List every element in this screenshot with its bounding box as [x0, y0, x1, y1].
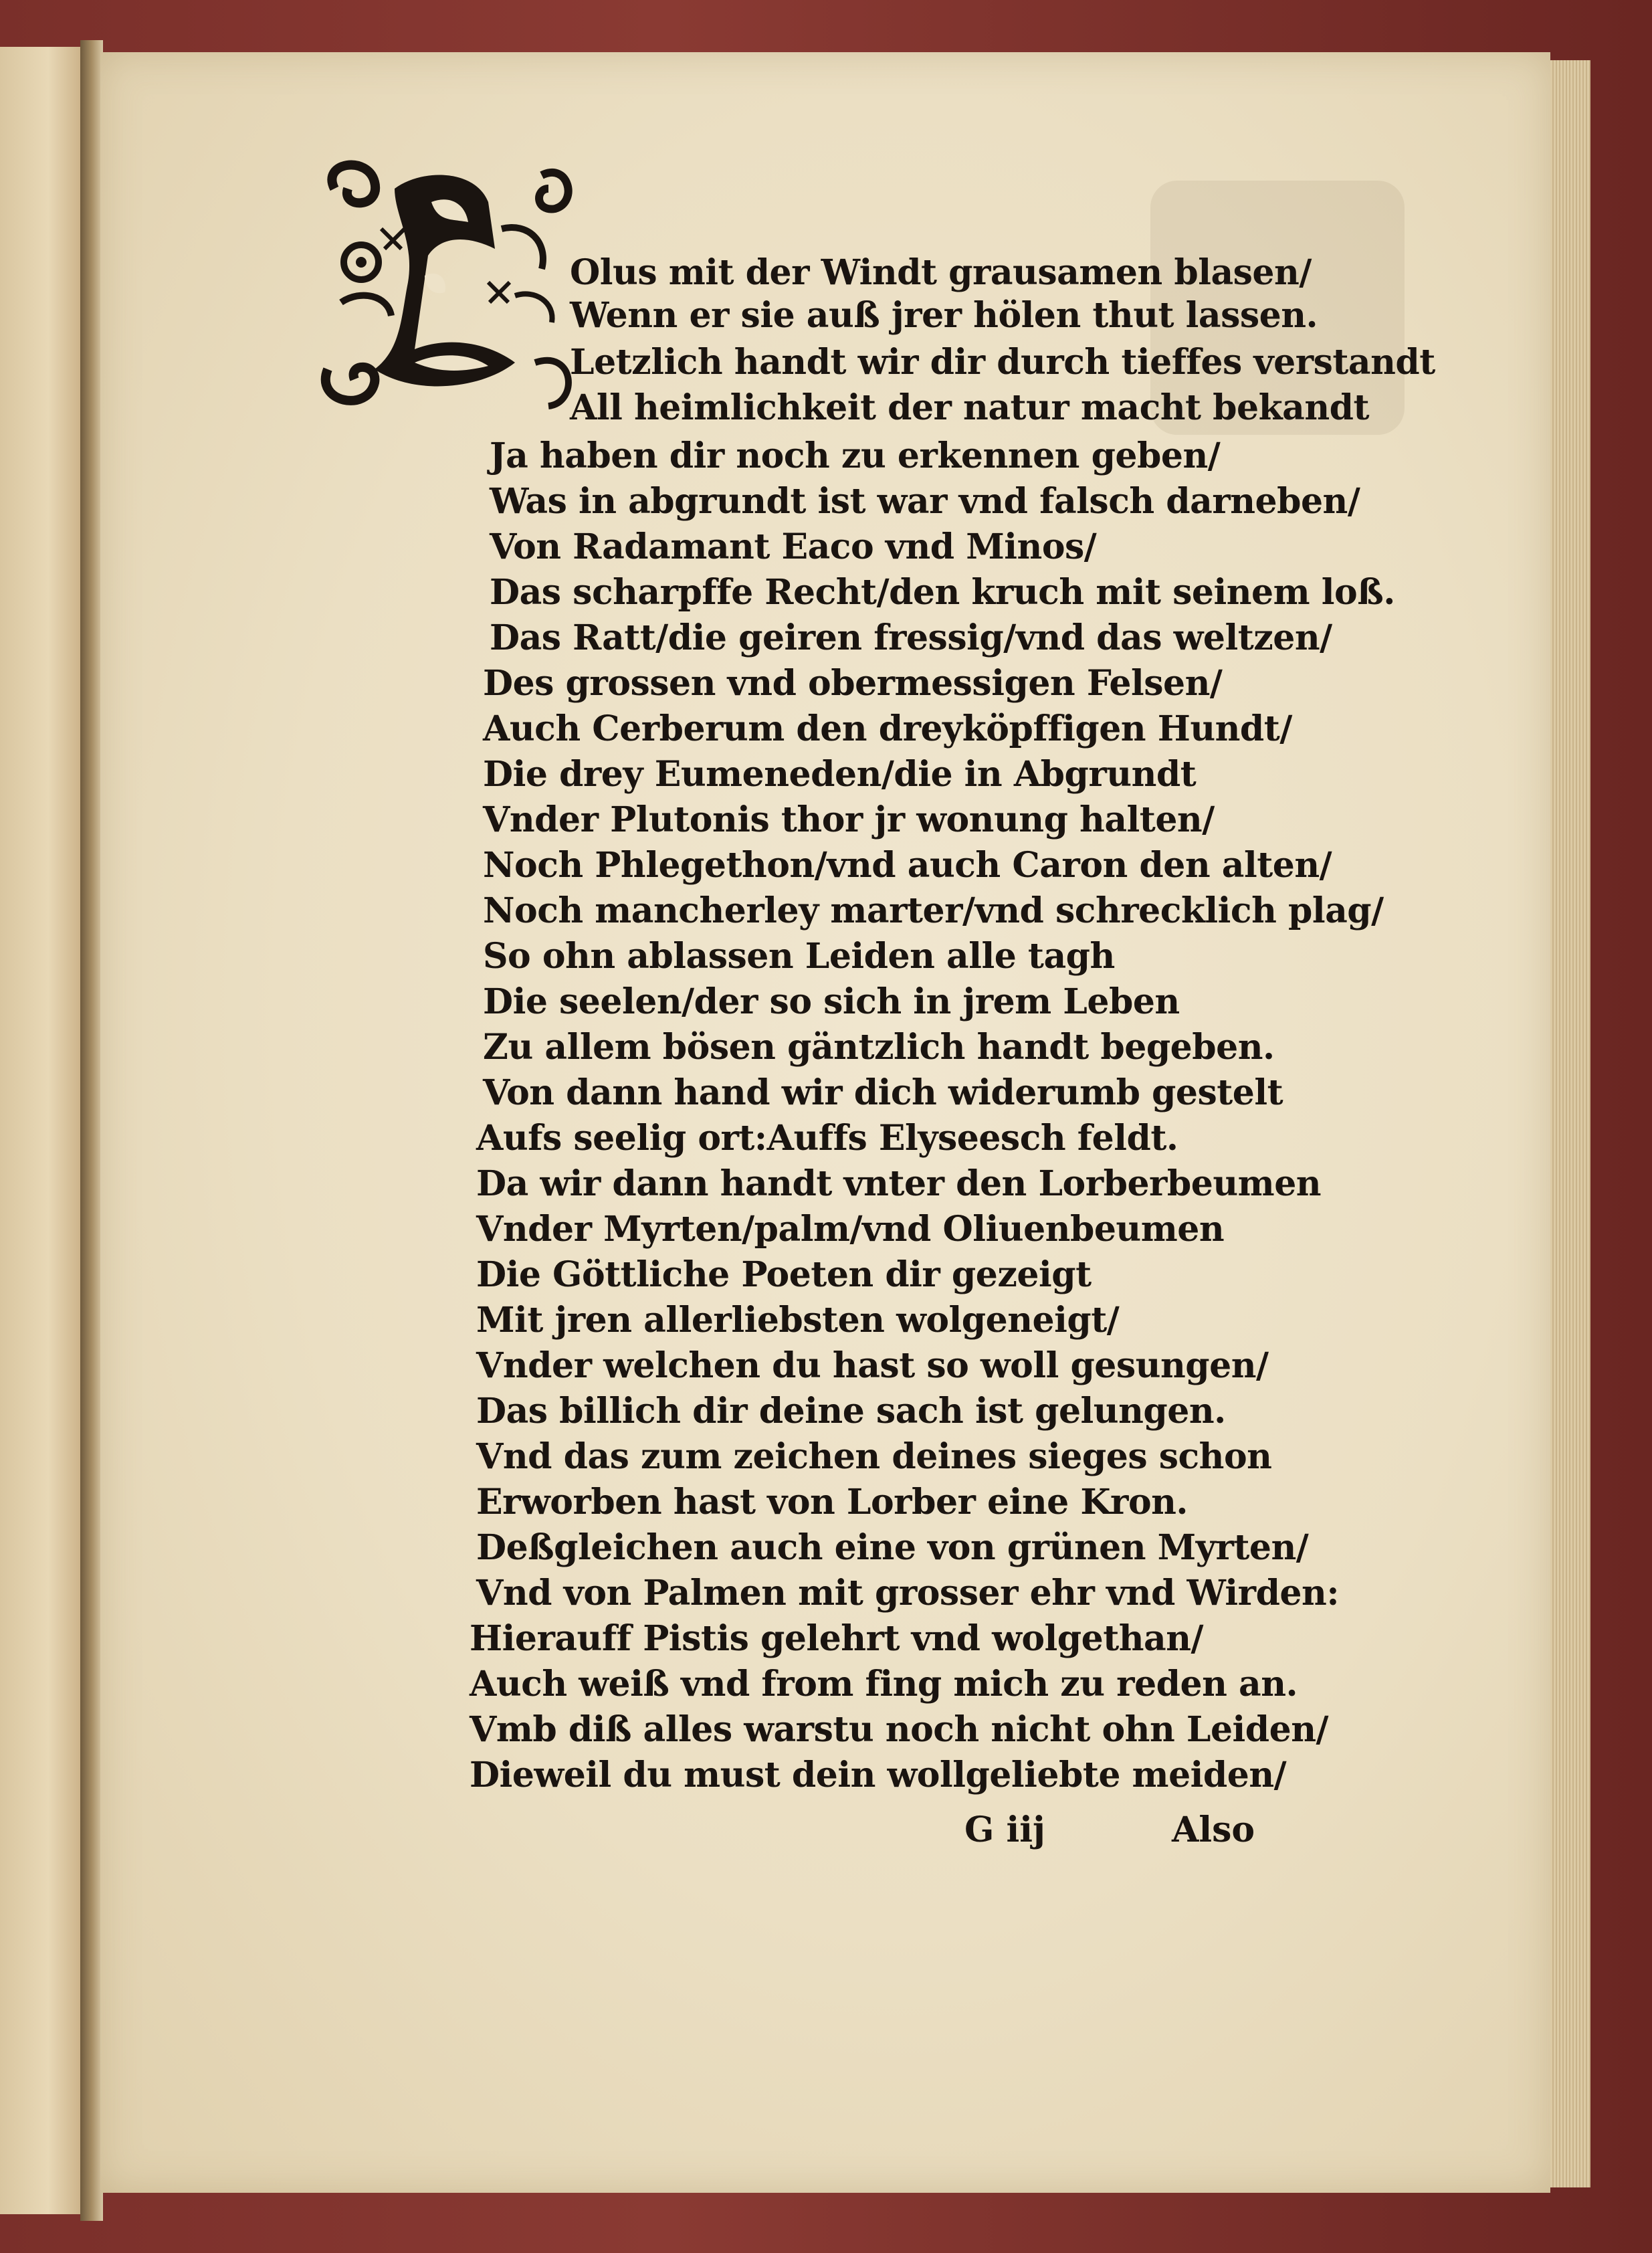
- poem-line: Aufs seelig ort:Auffs Elyseesch feldt.: [476, 1118, 1178, 1159]
- poem-line: Was in abgrundt ist war vnd falsch darneben/: [490, 481, 1360, 522]
- poem-line: Vnd das zum zeichen deines sieges schon: [476, 1436, 1272, 1477]
- poem-line: Vnder welchen du hast so woll gesungen/: [476, 1345, 1269, 1386]
- poem-line: Vnd von Palmen mit grosser ehr vnd Wirden:: [476, 1573, 1340, 1613]
- poem-line: Auch Cerberum den dreyköpffigen Hundt/: [483, 708, 1292, 749]
- poem-line: Vmb diß alles warstu noch nicht ohn Leiden/: [470, 1709, 1329, 1750]
- poem-line: Da wir dann handt vnter den Lorberbeumen: [476, 1163, 1322, 1204]
- poem-line: Letzlich handt wir dir durch tieffes verstandt: [570, 342, 1435, 383]
- poem-line: Dieweil du must dein wollgeliebte meiden/: [470, 1755, 1287, 1795]
- poem-line: Olus mit der Windt grausamen blasen/: [570, 252, 1312, 293]
- poem-line: Des grossen vnd obermessigen Felsen/: [483, 663, 1223, 704]
- poem-line: So ohn ablassen Leiden alle tagh: [483, 936, 1115, 977]
- poem-line: Auch weiß vnd from fing mich zu reden an.: [470, 1664, 1298, 1704]
- poem-line: Die drey Eumeneden/die in Abgrundt: [483, 754, 1197, 795]
- poem-line: Hierauff Pistis gelehrt vnd wolgethan/: [470, 1618, 1204, 1659]
- poem-line: Die Göttliche Poeten dir gezeigt: [476, 1254, 1092, 1295]
- poem-line: Die seelen/der so sich in jrem Leben: [483, 981, 1180, 1022]
- poem-line: Zu allem bösen gäntzlich handt begeben.: [483, 1027, 1275, 1068]
- poem-line: Deßgleichen auch eine von grünen Myrten/: [476, 1527, 1309, 1568]
- poem-line: Ja haben dir noch zu erkennen geben/: [490, 435, 1221, 476]
- poem-line: Das Ratt/die geiren fressig/vnd das weltzen/: [490, 617, 1332, 658]
- poem-line: Wenn er sie auß jrer hölen thut lassen.: [570, 295, 1318, 336]
- poem-line: Mit jren allerliebsten wolgeneigt/: [476, 1300, 1120, 1341]
- catchword: Also: [1172, 1809, 1255, 1850]
- page-edges: [1550, 60, 1590, 2187]
- poem-line: Von dann hand wir dich widerumb gestelt: [483, 1072, 1283, 1113]
- poem-line: All heimlichkeit der natur macht bekandt: [570, 387, 1370, 428]
- poem-line: Von Radamant Eaco vnd Minos/: [490, 526, 1097, 567]
- left-page-edge: [0, 47, 80, 2214]
- signature-mark: G iij: [964, 1809, 1045, 1850]
- poem-line: Vnder Myrten/palm/vnd Oliuenbeumen: [476, 1209, 1225, 1250]
- poem-line: Das billich dir deine sach ist gelungen.: [476, 1391, 1226, 1432]
- woodcut-initial-icon: [314, 149, 582, 416]
- book-gutter: [80, 40, 103, 2221]
- poem-line: Erworben hast von Lorber eine Kron.: [476, 1482, 1189, 1523]
- poem-line: Noch mancherley marter/vnd schrecklich plag/: [483, 890, 1384, 931]
- poem-line: Vnder Plutonis thor jr wonung halten/: [483, 799, 1215, 840]
- poem-line: Das scharpffe Recht/den kruch mit seinem loß.: [490, 572, 1395, 613]
- poem-line: Noch Phlegethon/vnd auch Caron den alten/: [483, 845, 1332, 886]
